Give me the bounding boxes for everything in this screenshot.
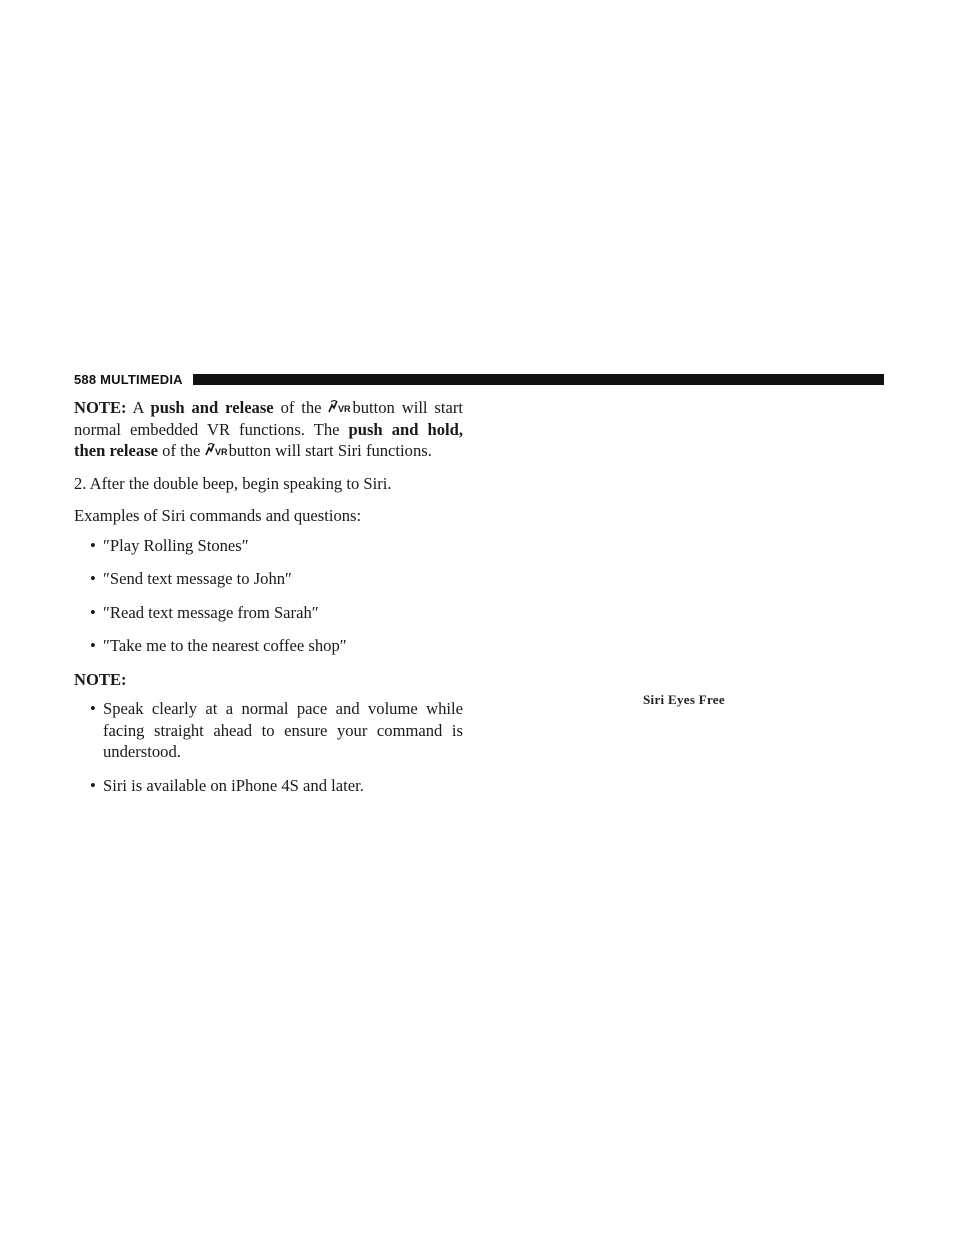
page-label: 588 MULTIMEDIA <box>74 371 183 387</box>
left-column <box>74 397 463 808</box>
page-header <box>74 372 884 386</box>
intro-text-1: A <box>126 398 151 417</box>
intro-text-5: button will start Siri functions. <box>228 441 432 460</box>
voice-recognition-icon <box>328 399 352 414</box>
header-rule <box>193 374 884 385</box>
list-item: • Siri is available on iPhone 4S and later. <box>90 775 463 797</box>
svg-text:VR: VR <box>338 404 351 414</box>
list-item: • ″Play Rolling Stones″ <box>90 535 463 557</box>
intro-paragraph <box>74 397 463 462</box>
list-item: • ″Take me to the nearest coffee shop″ <box>90 635 463 657</box>
note-list <box>74 698 463 796</box>
intro-text-2: of the <box>273 398 329 417</box>
intro-text-4: of the <box>158 441 205 460</box>
examples-list <box>74 535 463 657</box>
push-hold-term: push and hold, then release <box>74 419 463 460</box>
note-label: NOTE: <box>74 398 127 417</box>
list-item: • ″Send text message to John″ <box>90 568 463 590</box>
note-heading: NOTE: <box>74 669 127 689</box>
examples-intro: Examples of Siri commands and questions: <box>74 506 362 525</box>
list-item: • Speak clearly at a normal pace and volume while facing straight ahead to ensure your command is understood. <box>90 698 463 763</box>
push-release-term: push and release <box>150 398 274 417</box>
figure-caption: Siri Eyes Free <box>643 692 725 707</box>
voice-recognition-icon <box>205 442 229 457</box>
svg-text:VR: VR <box>214 447 228 457</box>
list-item: • ″Read text message from Sarah″ <box>90 602 463 624</box>
step-2: 2. After the double beep, begin speaking to Siri. <box>74 473 392 493</box>
intro-text-3: button will start normal embedded VR functions. The <box>74 398 463 439</box>
